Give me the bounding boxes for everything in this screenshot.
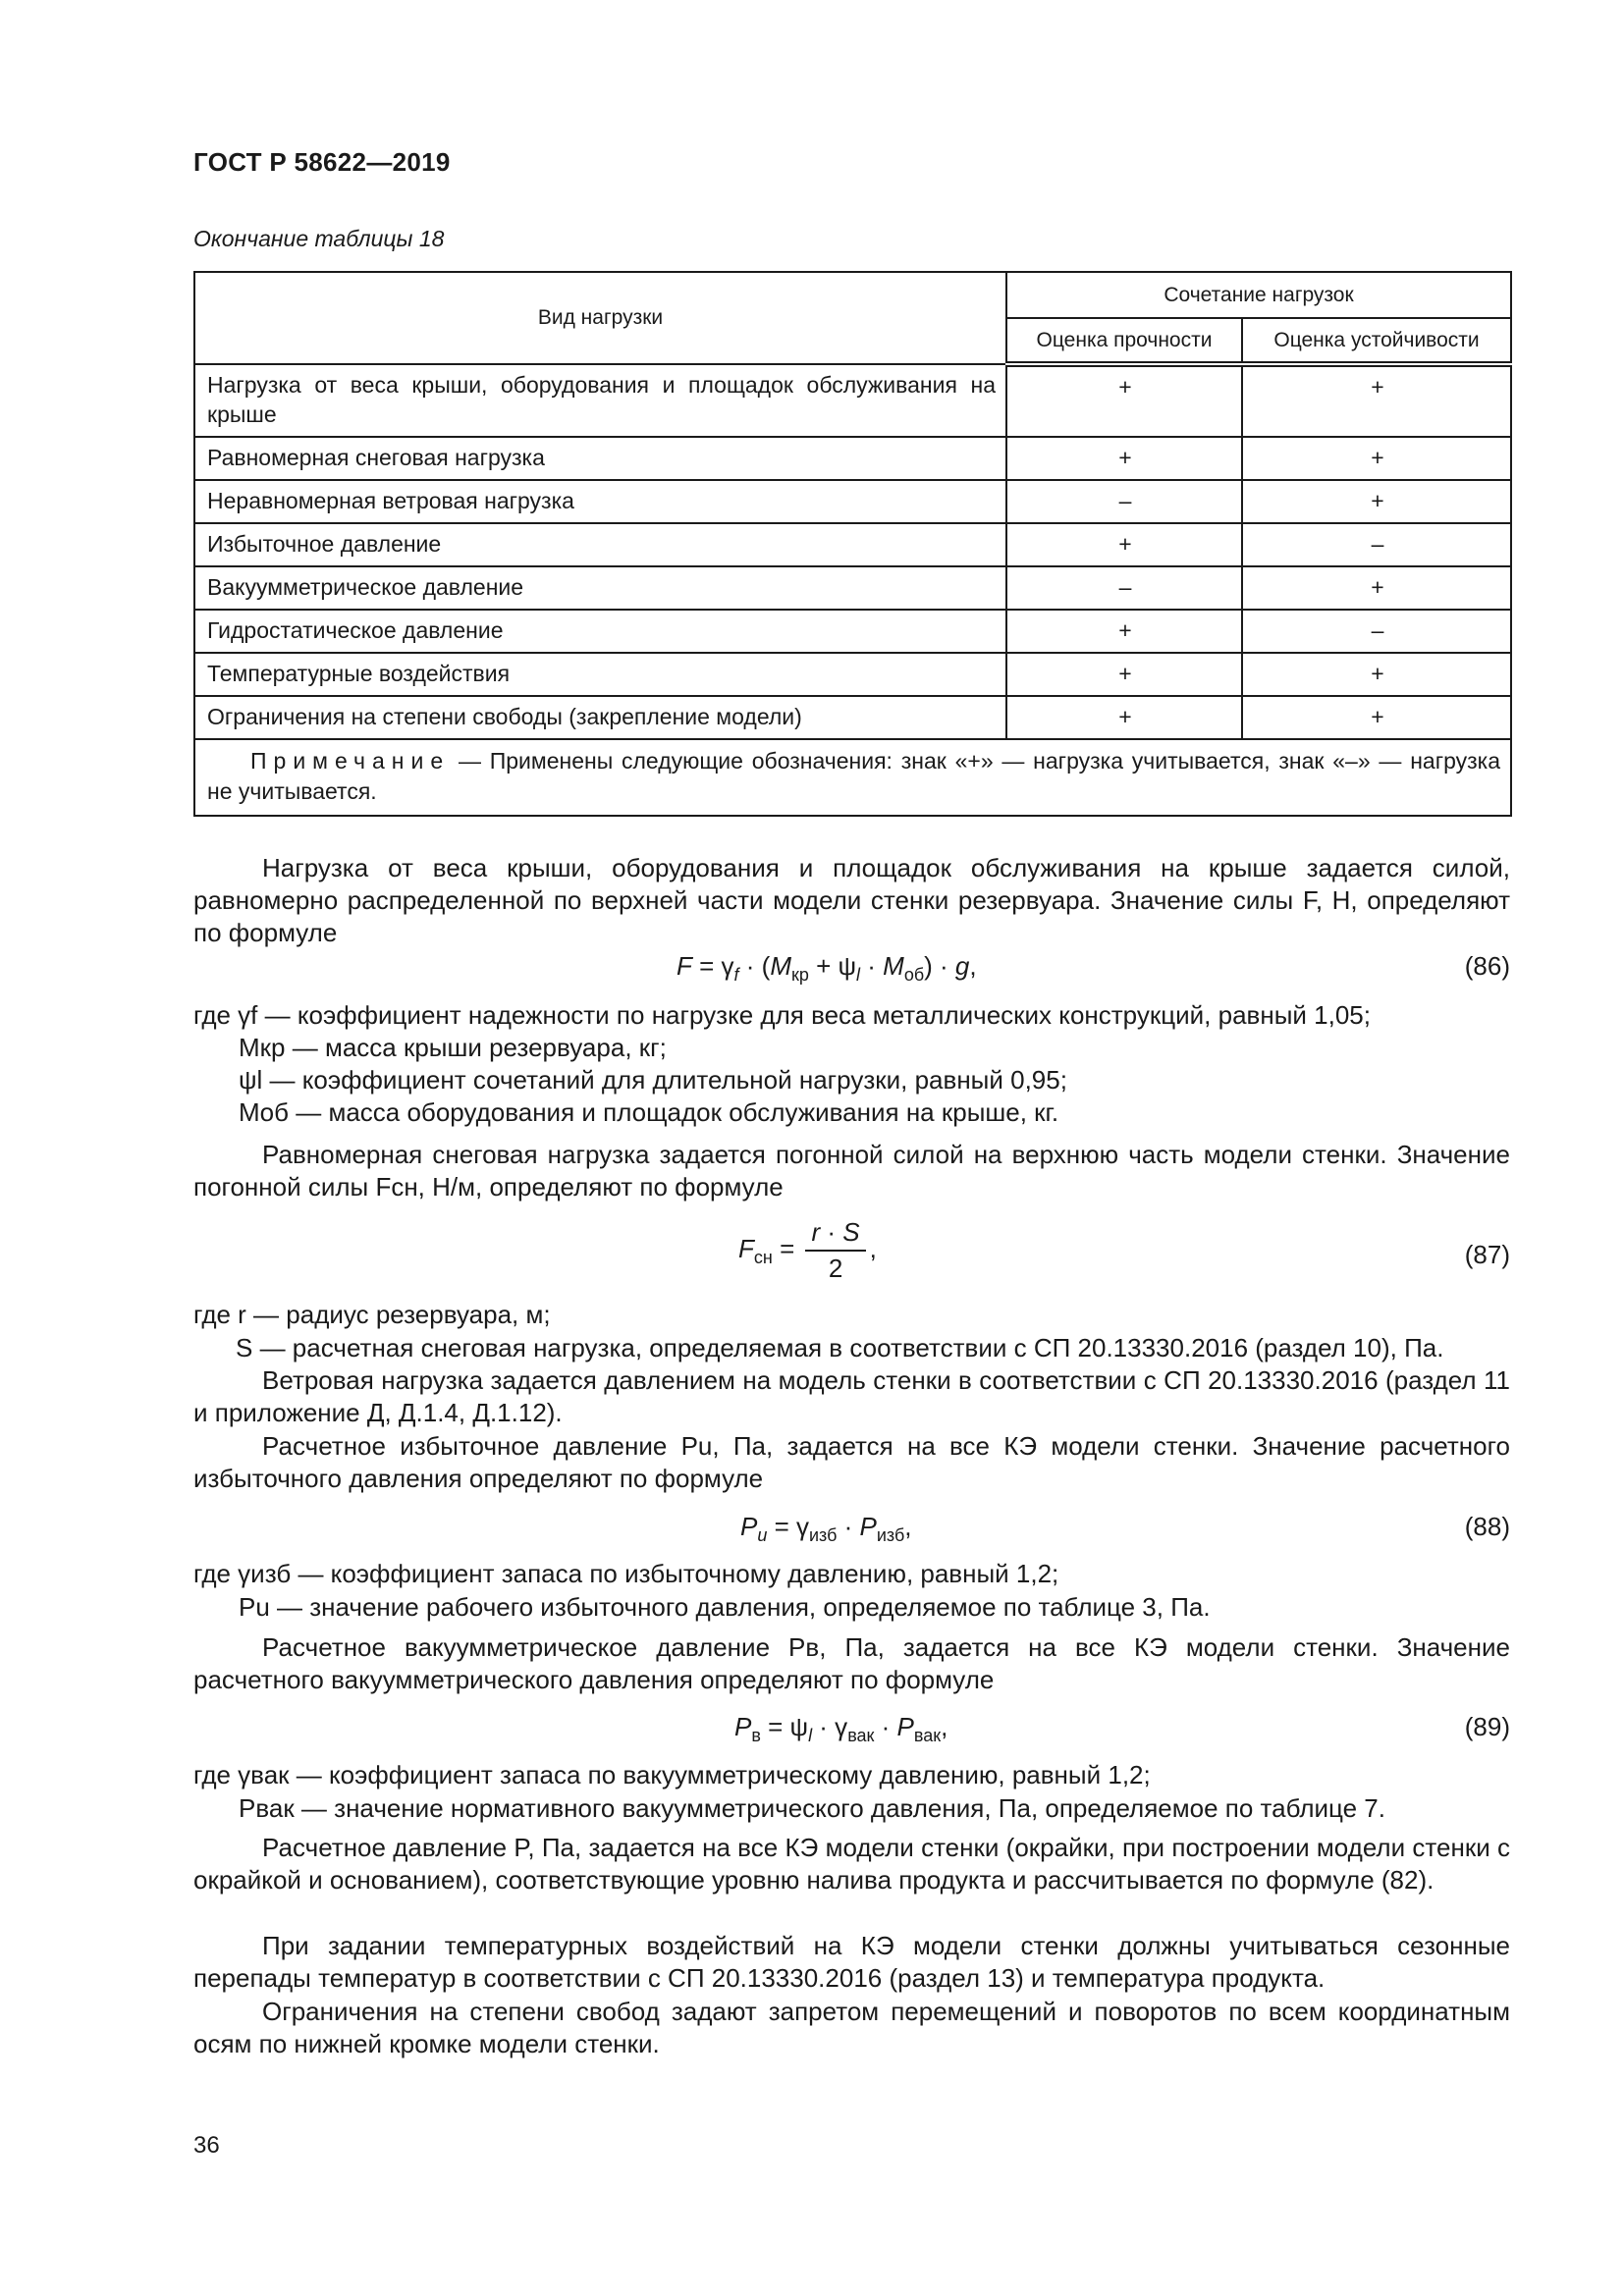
formula-87: $F_{сн}$ = $\frac{r \cdot S}{2}$ , (738, 1217, 877, 1283)
definition-psi-l: ψl — коэффициент сочетаний для длительной нагрузки, равный 0,95; (239, 1065, 1067, 1095)
definition-gamma-f: где γf — коэффициент надежности по нагрузке для веса металлических конструкций, равный 1,05; (193, 1000, 1371, 1030)
table-row (194, 566, 1511, 610)
header-load-combination: Сочетание нагрузок (1006, 272, 1511, 318)
header-stability: Оценка устойчивости (1242, 318, 1511, 364)
strength-mark: + (1006, 610, 1242, 653)
load-name: Ограничения на степени свободы (закрепление модели) (194, 696, 1006, 739)
formula-86: $F = \gamma_f \cdot (M_{кр} + \psi_l \cdot M_{об}) \cdot g$, (677, 951, 977, 985)
definition-s: S — расчетная снеговая нагрузка, определяемая в соответствии с СП 20.13330.2016 (раздел 10), Па. (236, 1333, 1444, 1362)
table-row (194, 364, 1511, 437)
strength-mark: – (1006, 566, 1242, 610)
paragraph-snow-load: Равномерная снеговая нагрузка задается погонной силой на верхнюю часть модели стенки. Значение погонной силы Fсн, Н/м, определяют по формуле (193, 1140, 1510, 1201)
table-caption: Окончание таблицы 18 (193, 226, 445, 251)
load-name: Неравномерная ветровая нагрузка (194, 480, 1006, 523)
table-note (194, 739, 1511, 816)
stability-mark: + (1242, 566, 1511, 610)
load-name: Равномерная снеговая нагрузка (194, 437, 1006, 480)
stability-mark: + (1242, 653, 1511, 696)
table-row (194, 523, 1511, 566)
definition-p-vak: Pвак — значение нормативного вакуумметрического давления, Па, определяемое по таблице 7. (239, 1793, 1385, 1823)
load-name: Нагрузка от веса крыши, оборудования и площадок обслуживания на крыше (194, 364, 1006, 437)
note-text: — Применены следующие обозначения: знак «+» — нагрузка учитывается, знак «–» — нагрузка не учитывается. (207, 748, 1501, 804)
definition-r: где r — радиус резервуара, м; (193, 1300, 551, 1329)
formula-88: $P_u = \gamma_{изб} \cdot P_{изб}$, (740, 1512, 912, 1545)
table-row (194, 696, 1511, 739)
header-strength: Оценка прочности (1006, 318, 1242, 364)
document-header: ГОСТ Р 58622—2019 (193, 147, 451, 177)
load-name: Температурные воздействия (194, 653, 1006, 696)
stability-mark: – (1242, 523, 1511, 566)
strength-mark: + (1006, 523, 1242, 566)
stability-mark: – (1242, 610, 1511, 653)
table-row (194, 653, 1511, 696)
formula-number-88: (88) (1464, 1512, 1510, 1541)
formula-89: $P_в = \psi_l \cdot \gamma_{вак} \cdot P_{вак}$, (734, 1712, 948, 1745)
definition-gamma-izb: где γизб — коэффициент запаса по избыточному давлению, равный 1,2; (193, 1559, 1059, 1588)
stability-mark: + (1242, 364, 1511, 437)
definition-gamma-vak: где γвак — коэффициент запаса по вакуумметрическому давлению, равный 1,2; (193, 1760, 1151, 1789)
paragraph-vacuum-pressure: Расчетное вакуумметрическое давление Pв, Па, задается на все КЭ модели стенки. Значение расчетного вакуумметрического давления определяют по формуле (193, 1632, 1510, 1694)
paragraph-wind-load: Ветровая нагрузка задается давлением на модель стенки в соответствии с СП 20.13330.2016 (раздел 11 и приложение Д, Д.1.4, Д.1.12). (193, 1365, 1510, 1427)
definition-p-u: Pu — значение рабочего избыточного давления, определяемое по таблице 3, Па. (239, 1592, 1211, 1622)
stability-mark: + (1242, 480, 1511, 523)
table-note-row (194, 739, 1511, 816)
strength-mark: + (1006, 696, 1242, 739)
paragraph-excess-pressure: Расчетное избыточное давление Pu, Па, задается на все КЭ модели стенки. Значение расчетного избыточного давления определяют по формуле (193, 1431, 1510, 1493)
load-name: Гидростатическое давление (194, 610, 1006, 653)
stability-mark: + (1242, 437, 1511, 480)
formula-number-89: (89) (1464, 1712, 1510, 1741)
header-load-type: Вид нагрузки (194, 272, 1006, 364)
table-row (194, 480, 1511, 523)
paragraph-design-pressure: Расчетное давление P, Па, задается на все КЭ модели стенки (окрайки, при построении модели стенки с окрайкой и основанием), соответствующие уровню налива продукта и рассчитывается по формуле (82). (193, 1833, 1510, 1895)
strength-mark: + (1006, 437, 1242, 480)
table-row (194, 437, 1511, 480)
definition-m-equipment: Mоб — масса оборудования и площадок обслуживания на крыше, кг. (239, 1097, 1059, 1127)
load-combination-table (193, 271, 1512, 817)
load-name: Избыточное давление (194, 523, 1006, 566)
stability-mark: + (1242, 696, 1511, 739)
definition-m-roof: Mкр — масса крыши резервуара, кг; (239, 1033, 667, 1062)
strength-mark: + (1006, 653, 1242, 696)
strength-mark: – (1006, 480, 1242, 523)
strength-mark: + (1006, 364, 1242, 437)
page-number: 36 (193, 2132, 220, 2159)
table-row (194, 610, 1511, 653)
load-name: Вакуумметрическое давление (194, 566, 1006, 610)
formula-number-87: (87) (1464, 1240, 1510, 1269)
formula-number-86: (86) (1464, 951, 1510, 981)
paragraph-temperature: При задании температурных воздействий на КЭ модели стенки должны учитываться сезонные перепады температур в соответствии с СП 20.13330.2016 (раздел 13) и температура продукта. (193, 1931, 1510, 1993)
note-label: Примечание (250, 748, 451, 774)
paragraph-roof-load: Нагрузка от веса крыши, оборудования и площадок обслуживания на крыше задается силой, равномерно распределенной по верхней части модели стенки резервуара. Значение силы F, Н, определяют по формуле (193, 853, 1510, 947)
paragraph-constraints: Ограничения на степени свобод задают запретом перемещений и поворотов по всем координатным осям по нижней кромке модели стенки. (193, 1997, 1510, 2058)
